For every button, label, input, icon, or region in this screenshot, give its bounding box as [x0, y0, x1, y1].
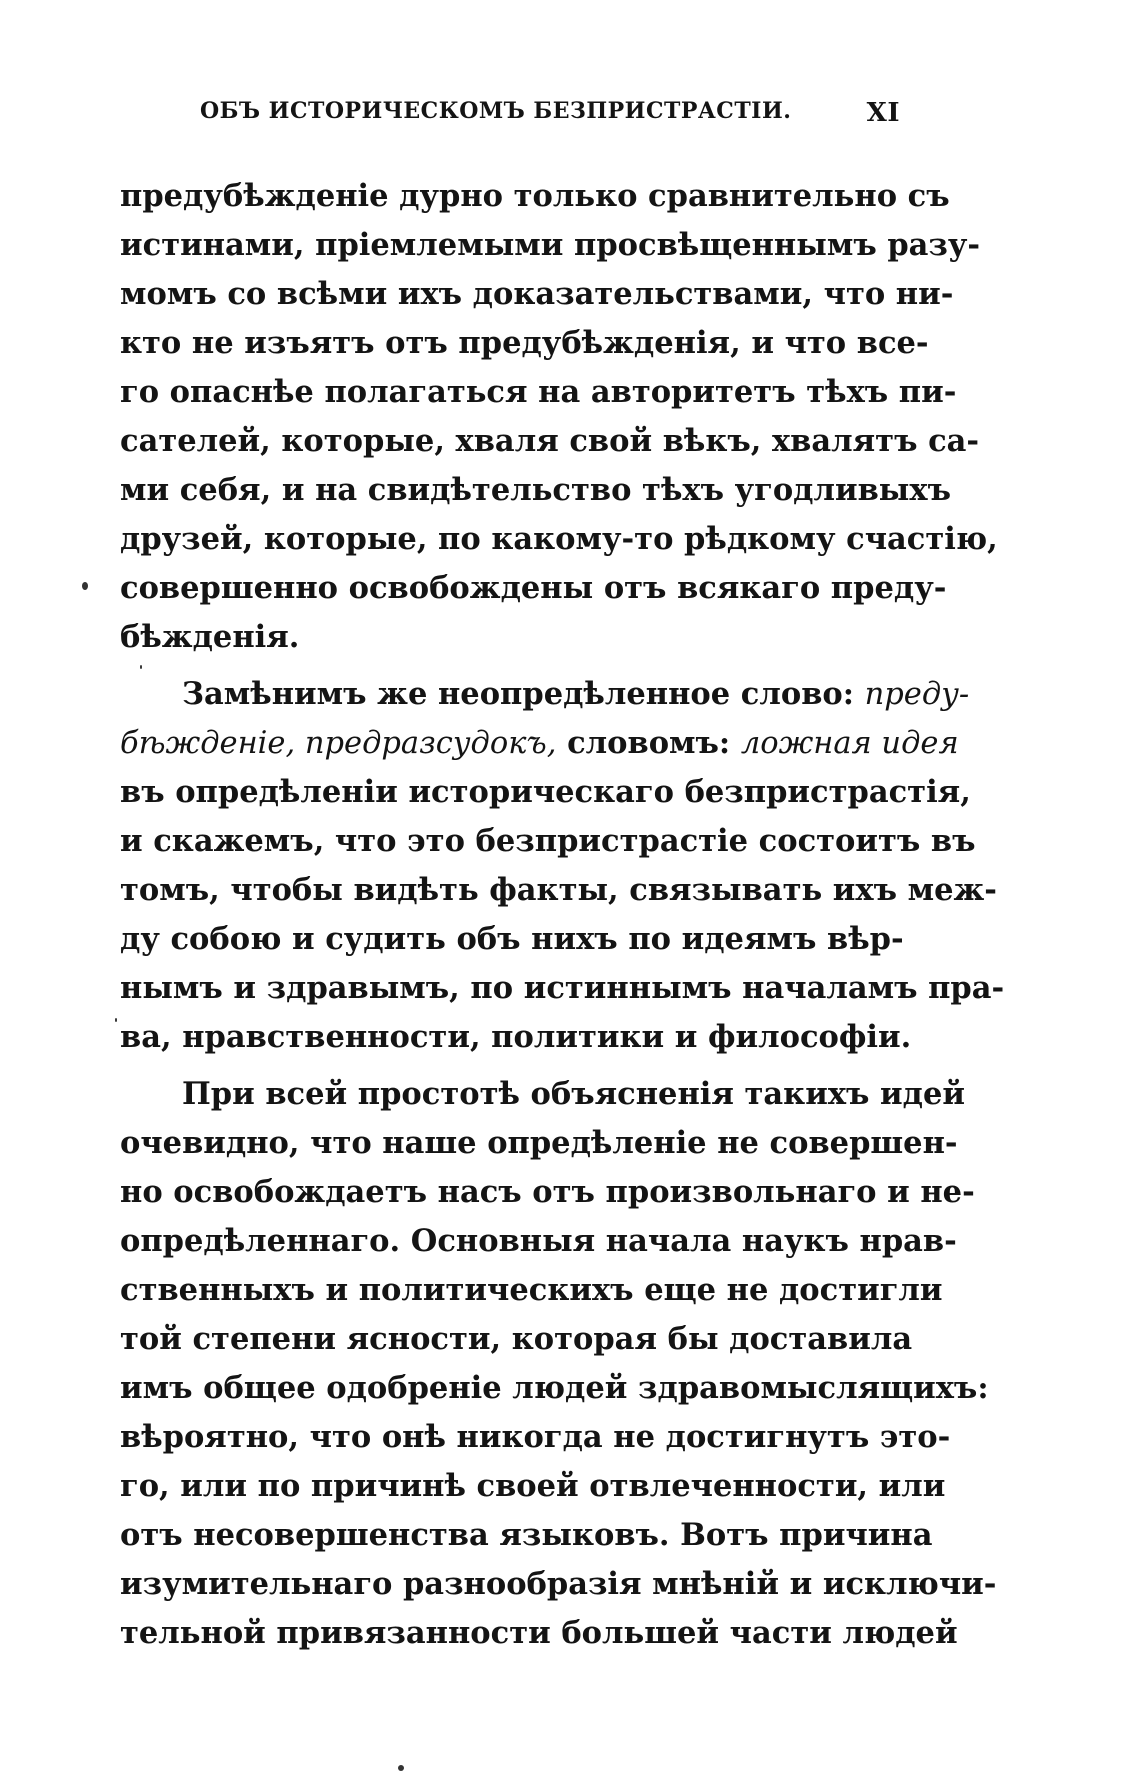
text-line [120, 670, 970, 719]
text-line: ственныхъ и политическихъ еще не достигли [120, 1272, 943, 1308]
text-line: предубѣжденіе дурно только сравнительно съ [120, 178, 950, 214]
text-line: имъ общее одобреніе людей здравомыслящихъ: [120, 1370, 989, 1406]
text-line: очевидно, что наше опредѣленіе не совершен- [120, 1125, 958, 1161]
text-line: ду собою и судить объ нихъ по идеямъ вѣр- [120, 921, 904, 957]
scan-speck [140, 665, 142, 669]
text-line: опредѣленнаго. Основныя начала наукъ нрав- [120, 1223, 957, 1259]
text-line: отъ несовершенства языковъ. Вотъ причина [120, 1517, 933, 1553]
text-line: При всей простотѣ объясненія такихъ идей [182, 1076, 966, 1112]
text-line: ми себя, и на свидѣтельство тѣхъ угодливыхъ [120, 472, 951, 508]
text-line: бѣжденія. [120, 619, 300, 655]
text-line: момъ со всѣми ихъ доказательствами, что ни- [120, 276, 954, 312]
text-line: въ опредѣленіи историческаго безпристрастія, [120, 774, 971, 810]
text-line: но освобождаетъ насъ отъ произвольнаго и не- [120, 1174, 975, 1210]
page-header [200, 98, 900, 138]
text-line: го опаснѣе полагаться на авторитетъ тѣхъ пи- [120, 374, 957, 410]
italic-term: бѣжденіе, предразсудокъ, [120, 726, 557, 761]
italic-term: преду- [864, 677, 970, 712]
running-title: ОБЪ ИСТОРИЧЕСКОМЪ БЕЗПРИСТРАСТІИ. [200, 98, 792, 124]
text-line: истинами, пріемлемыми просвѣщеннымъ разу- [120, 227, 981, 263]
text-line: друзей, которые, по какому-то рѣдкому счастію, [120, 521, 998, 557]
text-line: ва, нравственности, политики и философіи. [120, 1019, 912, 1055]
text-line: совершенно освобождены отъ всякаго преду- [120, 570, 947, 606]
text-line [120, 719, 959, 768]
text-line: вѣроятно, что онѣ никогда не достигнутъ это- [120, 1419, 951, 1455]
paragraph-1 [120, 172, 998, 662]
text-line: тельной привязанности большей части людей [120, 1615, 958, 1651]
text-line: изумительнаго разнообразія мнѣній и исключи- [120, 1566, 997, 1602]
text-line: той степени ясности, которая бы доставила [120, 1321, 913, 1357]
text-line: нымъ и здравымъ, по истиннымъ началамъ пра- [120, 970, 1005, 1006]
text-line: и скажемъ, что это безпристрастіе состоитъ въ [120, 823, 976, 859]
text-line: томъ, чтобы видѣть факты, связывать ихъ меж- [120, 872, 997, 908]
text-run: Замѣнимъ же неопредѣленное слово: [182, 676, 865, 712]
scan-speck [82, 582, 88, 590]
text-line: сателей, которые, хваля свой вѣкъ, хвалятъ са- [120, 423, 980, 459]
text-line: го, или по причинѣ своей отвлеченности, или [120, 1468, 946, 1504]
italic-term: ложная идея [740, 726, 959, 761]
body-text [120, 172, 1005, 1658]
paragraph-2 [120, 670, 1005, 1062]
text-run: словомъ: [556, 725, 741, 761]
scan-speck [398, 1765, 404, 1771]
paragraph-3 [120, 1070, 997, 1658]
scan-speck [115, 1018, 117, 1022]
text-line: кто не изъятъ отъ предубѣжденія, и что все- [120, 325, 929, 361]
page-number: XI [866, 98, 900, 128]
